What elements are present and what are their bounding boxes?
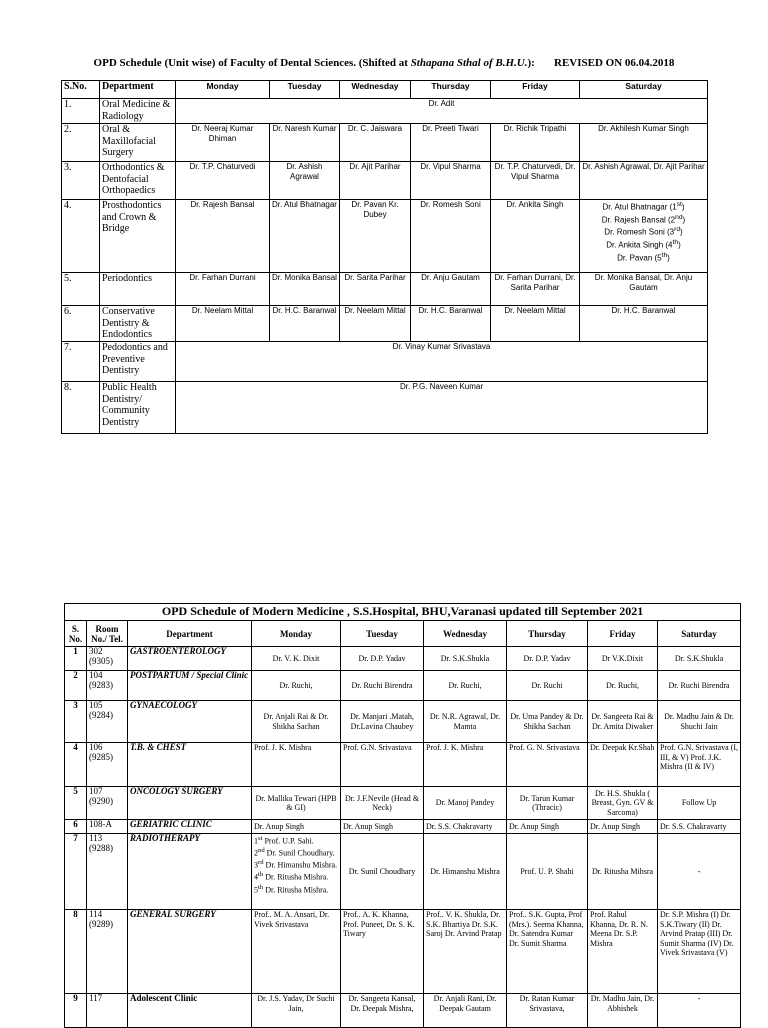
row-room: 104 (9283) (87, 671, 128, 701)
cell-wednesday: Dr. N.R. Agrawal, Dr. Mamta (424, 701, 507, 743)
row-department: Conservative Dentistry & Endodontics (100, 306, 176, 342)
cell-wednesday: Dr. S.S. Chakravarty (424, 820, 507, 834)
saturday-line: Dr. Pavan (5th) (617, 251, 670, 263)
cell-tuesday: Prof.. A. K. Khanna, Prof. Puneet, Dr. S. K. Tiwary (341, 910, 424, 994)
header-tuesday: Tuesday (270, 81, 340, 99)
header-sno: S.No. (62, 81, 100, 99)
monday-line: 5th Dr. Ritusha Mishra. (254, 883, 329, 895)
cell-monday: Dr. Neeraj Kumar Dhiman (176, 124, 270, 162)
row-room: 302 (9305) (87, 647, 128, 671)
row-all-days: Dr. P.G. Naveen Kumar (176, 382, 708, 434)
cell-wednesday: Dr. Sarita Parihar (340, 273, 411, 306)
saturday-line: Dr. Romesh Soni (3rd) (604, 226, 683, 237)
cell-tuesday: Dr. Ashish Agrawal (270, 162, 340, 200)
cell-saturday: Dr. S.K.Shukla (658, 647, 741, 671)
row-sno: 2. (62, 124, 100, 162)
table-row (65, 787, 741, 820)
monday-line: 1st Prof. U.P. Sahi. (254, 835, 314, 846)
header-thursday: Thursday (411, 81, 491, 99)
table1-revised: REVISED ON 06.04.2018 (554, 57, 675, 69)
row-department: Adolescent Clinic (128, 994, 252, 1028)
cell-saturday: Prof. G.N. Srivastava (I, III, & V) Prof. J.K. Mishra (II & IV) (658, 743, 741, 787)
row-sno: 7. (62, 342, 100, 382)
row-sno: 4 (65, 743, 87, 787)
row-room: 106 (9285) (87, 743, 128, 787)
table-row (62, 306, 708, 342)
cell-wednesday: Dr. C. Jaiswara (340, 124, 411, 162)
cell-monday: Dr. J.S. Yadav, Dr Suchi Jain, (252, 994, 341, 1028)
cell-thursday: Dr. Ratan Kumar Srivastava, (507, 994, 588, 1028)
cell-wednesday: Dr. Neelam Mittal (340, 306, 411, 342)
cell-saturday: Dr. S.S. Chakravarty (658, 820, 741, 834)
cell-thursday: Dr. Romesh Soni (411, 200, 491, 273)
header-saturday: Saturday (658, 621, 741, 647)
cell-friday: Dr. Ritusha Mihsra (588, 834, 658, 910)
saturday-line: Dr. Rajesh Bansal (2nd) (601, 213, 686, 225)
table-row (62, 200, 708, 273)
cell-tuesday: Dr. Sangeeta Kansal, Dr. Deepak Mishra, (341, 994, 424, 1028)
table-row (65, 820, 741, 834)
header-thursday: Thursday (507, 621, 588, 647)
row-department: Oral & Maxillofacial Surgery (100, 124, 176, 162)
row-department: Oral Medicine & Radiology (100, 99, 176, 124)
cell-wednesday: Dr. Ruchi, (424, 671, 507, 701)
row-department: Orthodontics & Dentofacial Orthopaedics (100, 162, 176, 200)
cell-thursday: Dr. Anju Gautam (411, 273, 491, 306)
cell-wednesday: Prof.. V. K. Shukla, Dr. S.K. Bhartiya Dr. S.K. Saroj Dr. Arvind Pratap (424, 910, 507, 994)
monday-line: 4th Dr. Ritusha Mishra. (254, 871, 329, 883)
table-row (65, 994, 741, 1028)
row-room: 117 (87, 994, 128, 1028)
cell-thursday: Dr. Tarun Kumar (Thracic) (507, 787, 588, 820)
row-room: 113 (9288) (87, 834, 128, 910)
table-row (65, 671, 741, 701)
cell-friday: Dr. Deepak Kr.Shah (588, 743, 658, 787)
table-row (65, 701, 741, 743)
row-department: T.B. & CHEST (128, 743, 252, 787)
row-sno: 6. (62, 306, 100, 342)
row-sno: 1. (62, 99, 100, 124)
cell-friday: Dr. Richik Tripathi (491, 124, 580, 162)
cell-thursday: Dr. Preeti Tiwari (411, 124, 491, 162)
row-sno: 3 (65, 701, 87, 743)
header-saturday: Saturday (580, 81, 708, 99)
cell-friday: Dr. Sangeeta Rai & Dr. Amita Diwaker (588, 701, 658, 743)
cell-saturday (580, 200, 708, 273)
cell-monday: Dr. Mallika Tewari (HPB & GI) (252, 787, 341, 820)
row-sno: 5. (62, 273, 100, 306)
header-wednesday: Wednesday (424, 621, 507, 647)
monday-line: 2nd Dr. Sunil Choudhary. (254, 847, 335, 858)
table-row (65, 834, 741, 910)
cell-thursday: Prof. U. P. Shahi (507, 834, 588, 910)
saturday-line: Dr. Atul Bhatnagar (1st) (602, 201, 685, 212)
table1-title-tail: ): (527, 57, 535, 69)
cell-monday: Dr. Neelam Mittal (176, 306, 270, 342)
table-row (62, 124, 708, 162)
cell-friday: Dr. Ruchi, (588, 671, 658, 701)
cell-monday: Dr. Rajesh Bansal (176, 200, 270, 273)
table-row (62, 162, 708, 200)
saturday-line: Dr. Ankita Singh (4th) (606, 238, 681, 250)
cell-friday: Dr. Neelam Mittal (491, 306, 580, 342)
cell-wednesday: Dr. S.K.Shukla (424, 647, 507, 671)
header-sno: S. No. (65, 621, 87, 647)
header-department: Department (128, 621, 252, 647)
header-wednesday: Wednesday (340, 81, 411, 99)
cell-thursday: Prof. G. N. Srivastava (507, 743, 588, 787)
header-department: Department (100, 81, 176, 99)
cell-wednesday: Dr. Himanshu Mishra (424, 834, 507, 910)
cell-friday: Dr. Ankita Singh (491, 200, 580, 273)
cell-monday (252, 834, 341, 910)
table-row (62, 99, 708, 124)
row-room: 108-A (87, 820, 128, 834)
cell-saturday: Dr. S.P. Mishra (I) Dr. S.K.Tiwary (II) Dr. Arvind Pratap (III) Dr. Sumit Sharma (IV) Dr. Vivek Srivastava (V) (658, 910, 741, 994)
cell-wednesday: Dr. Ajit Parihar (340, 162, 411, 200)
cell-thursday: Dr. D.P. Yadav (507, 647, 588, 671)
cell-monday: Dr. V. K. Dixit (252, 647, 341, 671)
cell-tuesday: Dr. Ruchi Birendra (341, 671, 424, 701)
cell-tuesday: Dr. Atul Bhatnagar (270, 200, 340, 273)
cell-friday: Dr. Madhu Jain, Dr. Abhishek (588, 994, 658, 1028)
cell-tuesday: Dr. D.P. Yadav (341, 647, 424, 671)
row-all-days: Dr. Adit (176, 99, 708, 124)
cell-saturday: Dr. Ashish Agrawal, Dr. Ajit Parihar (580, 162, 708, 200)
header-room: Room No./ Tel. (87, 621, 128, 647)
cell-tuesday: Dr. Manjari .Matah, Dr.Lavina Chaubey (341, 701, 424, 743)
modern-medicine-schedule-table (64, 603, 741, 1028)
cell-tuesday: Dr. J.F.Nevile (Head & Neck) (341, 787, 424, 820)
table1-title-place: Sthapana Sthal of B.H.U. (410, 57, 528, 69)
header-friday: Friday (588, 621, 658, 647)
row-sno: 5 (65, 787, 87, 820)
table2-header-row (65, 621, 741, 647)
cell-saturday: Dr. Akhilesh Kumar Singh (580, 124, 708, 162)
row-sno: 6 (65, 820, 87, 834)
cell-saturday: Dr. Ruchi Birendra (658, 671, 741, 701)
cell-friday: Dr V.K.Dixit (588, 647, 658, 671)
row-all-days: Dr. Vinay Kumar Srivastava (176, 342, 708, 382)
table-row (65, 743, 741, 787)
cell-saturday: Dr. Monika Bansal, Dr. Anju Gautam (580, 273, 708, 306)
cell-tuesday: Dr. Sunil Choudhary (341, 834, 424, 910)
cell-tuesday: Dr. Monika Bansal (270, 273, 340, 306)
cell-monday: Dr. T.P. Chaturvedi (176, 162, 270, 200)
table-row (62, 273, 708, 306)
cell-friday: Dr. H.S. Shukla ( Breast, Gyn. GV & Sarcoma) (588, 787, 658, 820)
cell-saturday: Dr. Madhu Jain & Dr. Shuchi Jain (658, 701, 741, 743)
cell-tuesday: Dr. Naresh Kumar (270, 124, 340, 162)
row-department: Periodontics (100, 273, 176, 306)
row-department: POSTPARTUM / Special Clinic (128, 671, 252, 701)
row-sno: 9 (65, 994, 87, 1028)
row-department: GASTROENTEROLOGY (128, 647, 252, 671)
cell-tuesday: Dr. Anup Singh (341, 820, 424, 834)
cell-wednesday: Dr. Pavan Kr. Dubey (340, 200, 411, 273)
cell-monday: Prof. J. K. Mishra (252, 743, 341, 787)
row-sno: 7 (65, 834, 87, 910)
row-sno: 8. (62, 382, 100, 434)
cell-friday: Dr. T.P. Chaturvedi, Dr. Vipul Sharma (491, 162, 580, 200)
table1-title-main: OPD Schedule (Unit wise) of Faculty of Dental Sciences. (Shifted at (93, 57, 411, 69)
row-department: GYNAECOLOGY (128, 701, 252, 743)
cell-monday: Dr. Anup Singh (252, 820, 341, 834)
row-sno: 8 (65, 910, 87, 994)
header-monday: Monday (176, 81, 270, 99)
row-room: 105 (9284) (87, 701, 128, 743)
header-friday: Friday (491, 81, 580, 99)
table1-title (0, 57, 768, 69)
row-department: RADIOTHERAPY (128, 834, 252, 910)
cell-friday: Prof. Rahul Khanna, Dr. R. N. Meena Dr. S.P. Mishra (588, 910, 658, 994)
row-department: Pedodontics and Preventive Dentistry (100, 342, 176, 382)
row-sno: 4. (62, 200, 100, 273)
cell-saturday: Follow Up (658, 787, 741, 820)
row-room: 107 (9290) (87, 787, 128, 820)
monday-line: 3rd Dr. Himanshu Mishra. (254, 859, 338, 870)
cell-thursday: Dr. Vipul Sharma (411, 162, 491, 200)
row-department: Prosthodontics and Crown & Bridge (100, 200, 176, 273)
cell-wednesday: Dr. Manoj Pandey (424, 787, 507, 820)
table-row (65, 647, 741, 671)
table-row (65, 910, 741, 994)
cell-monday: Prof.. M. A. Ansari, Dr. Vivek Srivastava (252, 910, 341, 994)
dental-schedule-table (61, 80, 708, 434)
cell-friday: Dr. Farhan Durrani, Dr. Sarita Parihar (491, 273, 580, 306)
cell-thursday: Dr. Uma Pandey & Dr. Shikha Sachan (507, 701, 588, 743)
header-tuesday: Tuesday (341, 621, 424, 647)
cell-thursday: Dr. H.C. Baranwal (411, 306, 491, 342)
cell-thursday: Dr. Anup Singh (507, 820, 588, 834)
cell-wednesday: Dr. Anjali Rani, Dr. Deepak Gautam (424, 994, 507, 1028)
cell-wednesday: Prof. J. K. Mishra (424, 743, 507, 787)
table-row (62, 382, 708, 434)
cell-friday: Dr. Anup Singh (588, 820, 658, 834)
row-department: GERIATRIC CLINIC (128, 820, 252, 834)
row-sno: 2 (65, 671, 87, 701)
cell-tuesday: Prof. G.N. Srivastava (341, 743, 424, 787)
cell-saturday: - (658, 994, 741, 1028)
cell-thursday: Prof.. S.K. Gupta, Prof (Mrs.). Seema Khanna, Dr. Satendra Kumar Dr. Sumit Sharma (507, 910, 588, 994)
row-department: Public Health Dentistry/ Community Dentistry (100, 382, 176, 434)
table2-title-row (65, 604, 741, 621)
table1-header-row (62, 81, 708, 99)
row-sno: 3. (62, 162, 100, 200)
row-department: ONCOLOGY SURGERY (128, 787, 252, 820)
table2-title: OPD Schedule of Modern Medicine , S.S.Hospital, BHU,Varanasi updated till September 2021 (65, 604, 741, 621)
cell-tuesday: Dr. H.C. Baranwal (270, 306, 340, 342)
row-department: GENERAL SURGERY (128, 910, 252, 994)
cell-saturday: - (658, 834, 741, 910)
cell-monday: Dr. Anjali Rai & Dr. Shikha Sachan (252, 701, 341, 743)
cell-saturday: Dr. H.C. Baranwal (580, 306, 708, 342)
table-row (62, 342, 708, 382)
cell-monday: Dr. Farhan Durrani (176, 273, 270, 306)
row-sno: 1 (65, 647, 87, 671)
cell-thursday: Dr. Ruchi (507, 671, 588, 701)
row-room: 114 (9289) (87, 910, 128, 994)
cell-monday: Dr. Ruchi, (252, 671, 341, 701)
header-monday: Monday (252, 621, 341, 647)
